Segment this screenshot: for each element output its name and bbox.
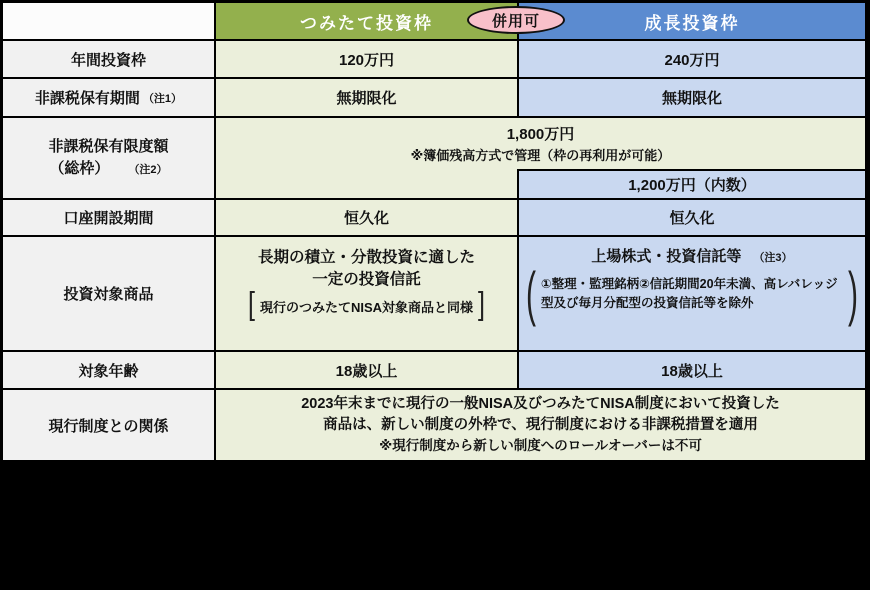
period-growth-text: 無期限化 xyxy=(661,90,722,107)
age-growth-text: 18歳以上 xyxy=(661,362,723,380)
row-annual-growth-value xyxy=(519,41,865,77)
paren-open-glyph: ( xyxy=(526,260,537,327)
products-tsumitate-bracket-text: 現行のつみたてNISA対象商品と同様 xyxy=(259,299,474,315)
relation-line3: ※現行制度から新しい制度へのロールオーバーは不可 xyxy=(379,438,702,454)
limit-total-note-text: ※簿価残高方式で管理（枠の再利用が可能） xyxy=(410,148,671,163)
row-account-tsumitate-value xyxy=(216,200,517,235)
row-period-label xyxy=(3,79,214,116)
square-bracket-close-glyph: ] xyxy=(478,286,485,323)
period-tsumitate-text: 無期限化 xyxy=(336,90,397,107)
row-relation-value-cell xyxy=(216,390,865,460)
annual-tsumitate-text: 120万円 xyxy=(338,51,395,69)
heiyo-badge-label: 併用可 xyxy=(491,12,540,30)
row-products-growth-value xyxy=(519,237,865,350)
products-tsumitate-line1: 長期の積立・分散投資に適した xyxy=(257,249,475,266)
products-growth-exclusion-row xyxy=(521,260,863,327)
row-products-label-text: 投資対象商品 xyxy=(63,286,154,303)
age-tsumitate-text: 18歳以上 xyxy=(335,362,398,380)
row-annual-label xyxy=(3,41,214,77)
limit-total-text: 1,800万円 xyxy=(506,126,575,143)
row-period-label-text: 非課税保有期間 xyxy=(34,90,140,107)
row-annual-label-text: 年間投資枠 xyxy=(70,51,146,69)
paren-close-glyph: ) xyxy=(847,260,858,327)
row-account-label-text: 口座開設期間 xyxy=(63,210,154,227)
products-growth-exclusion-text: ①整理・監理銘柄②信託期間20年未満、高レバレッジ型及び毎月分配型の投資信託等を除外 xyxy=(541,276,838,310)
header-corner-cell xyxy=(3,3,214,39)
relation-line1: 2023年末までに現行の一般NISA及びつみたてNISA制度において投資した xyxy=(301,396,780,413)
row-relation-label-text: 現行制度との関係 xyxy=(48,417,169,435)
products-tsumitate-bracket-row xyxy=(248,286,485,323)
row-relation-label xyxy=(3,390,214,460)
limit-growth-inner-text: 1,200万円（内数） xyxy=(628,177,756,194)
row-products-tsumitate-value xyxy=(216,237,517,350)
account-growth-text: 恒久化 xyxy=(669,210,715,227)
products-growth-title: 上場株式・投資信託等 xyxy=(591,248,742,265)
row-limit-label-line1: 非課税保有限度額 xyxy=(48,137,169,155)
header-tsumitate-label: つみたて投資枠 xyxy=(300,13,433,33)
annual-growth-text: 240万円 xyxy=(664,51,720,69)
row-annual-tsumitate-value xyxy=(216,41,517,77)
limit-growth-inner-cell xyxy=(517,169,865,198)
row-period-growth-value xyxy=(519,79,865,116)
row-limit-label xyxy=(3,118,214,198)
row-limit-label-line2 xyxy=(49,158,167,181)
row-limit-label-sowaku: （総枠） xyxy=(49,160,110,177)
header-growth-cell xyxy=(519,3,865,39)
row-account-label xyxy=(3,200,214,235)
products-tsumitate-line2: 一定の投資信託 xyxy=(312,270,421,288)
square-bracket-open-glyph: [ xyxy=(248,286,255,323)
relation-line2: 商品は、新しい制度の外枠で、現行制度における非課税措置を適用 xyxy=(323,417,758,434)
row-products-label xyxy=(3,237,214,350)
row-age-growth-value xyxy=(519,352,865,388)
row-period-note: （注1） xyxy=(142,92,183,105)
row-period-tsumitate-value xyxy=(216,79,517,116)
row-limit-note: （注2） xyxy=(128,164,168,176)
account-tsumitate-text: 恒久化 xyxy=(343,210,389,227)
products-growth-note: （注3） xyxy=(753,252,793,264)
row-age-label-text: 対象年齢 xyxy=(78,362,139,380)
row-age-tsumitate-value xyxy=(216,352,517,388)
row-account-growth-value xyxy=(519,200,865,235)
products-growth-title-row xyxy=(591,245,792,266)
heiyo-badge xyxy=(467,6,565,34)
row-age-label xyxy=(3,352,214,388)
row-limit-value-cell xyxy=(216,118,865,198)
header-growth-label: 成長投資枠 xyxy=(644,13,740,33)
